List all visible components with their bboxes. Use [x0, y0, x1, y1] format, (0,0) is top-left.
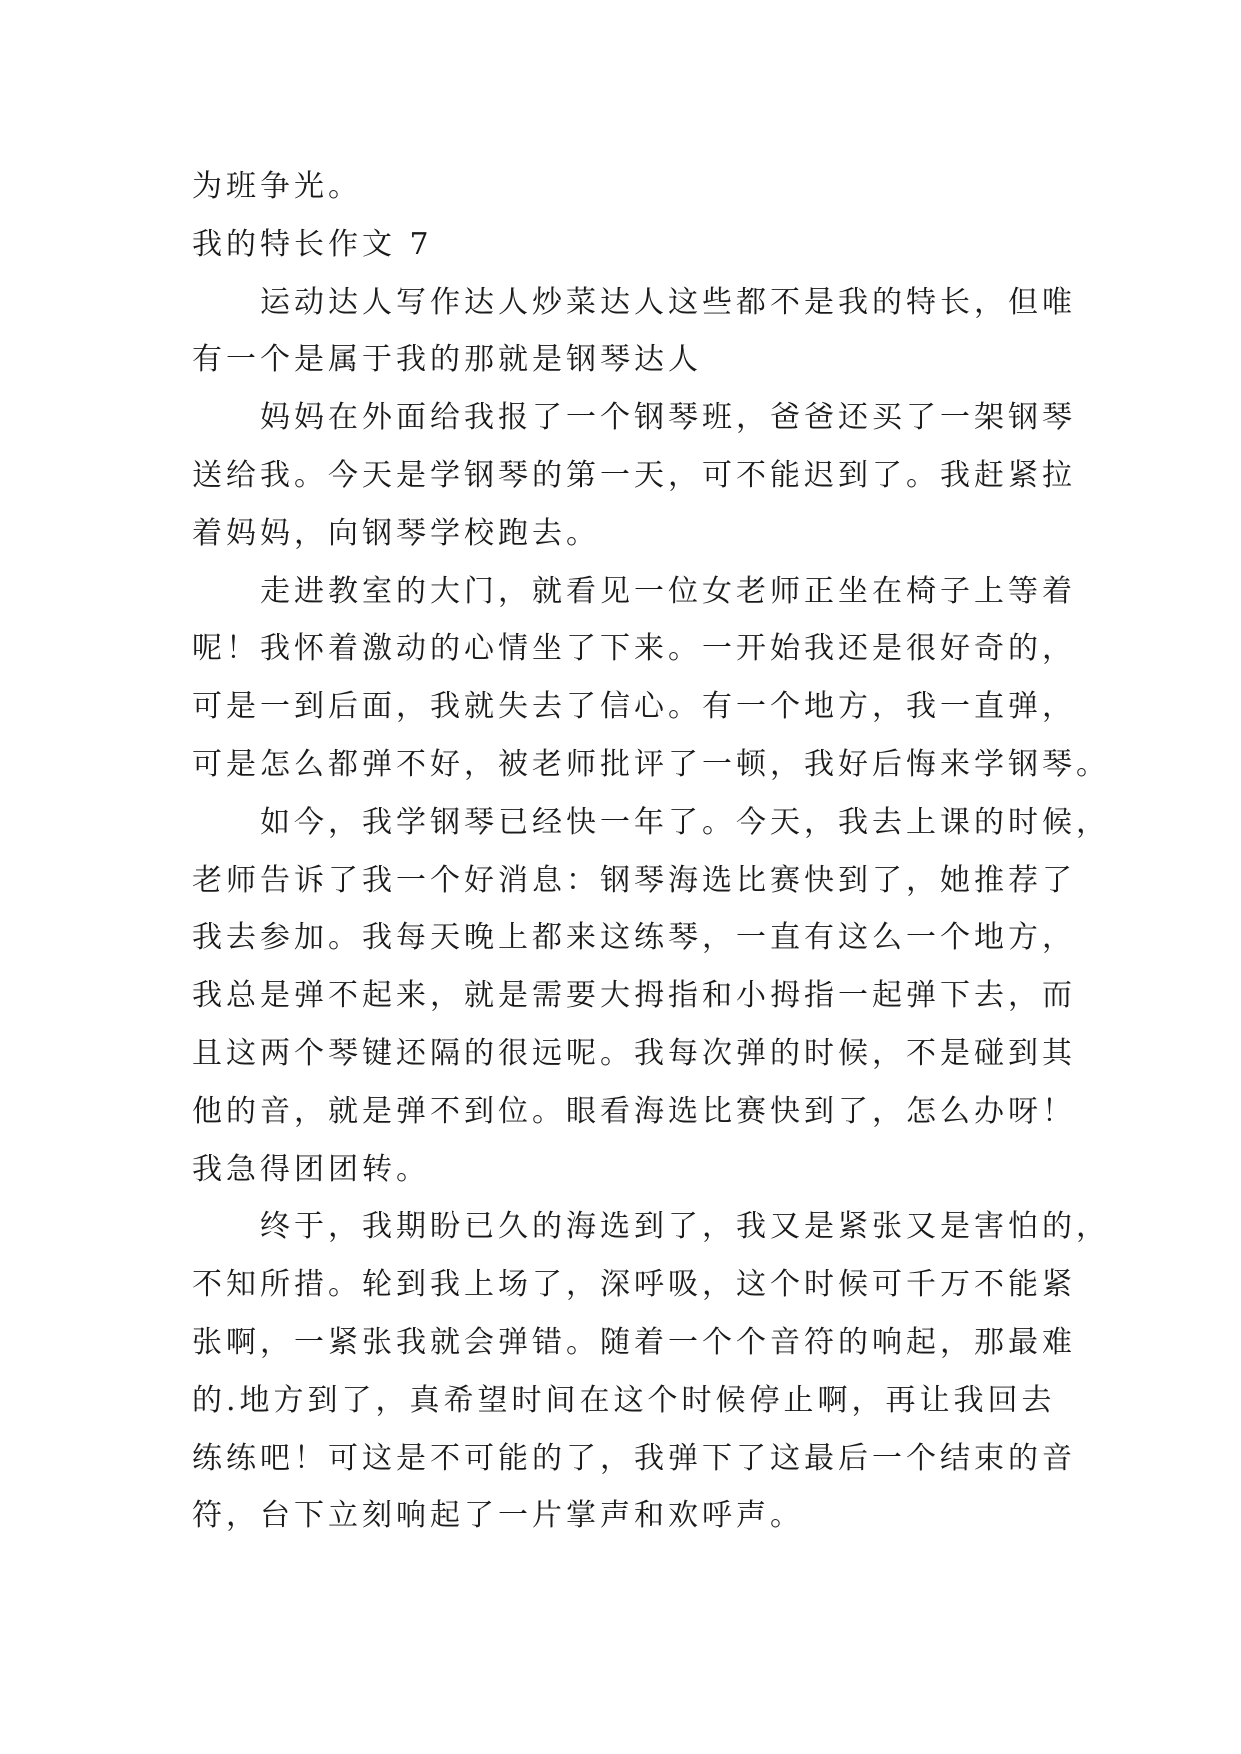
text-line: 可是怎么都弹不好，被老师批评了一顿，我好后悔来学钢琴。 [192, 746, 1110, 782]
text-line: 不知所措。轮到我上场了，深呼吸，这个时候可千万不能紧 [192, 1267, 1076, 1303]
text-line: 有一个是属于我的那就是钢琴达人 [192, 342, 702, 378]
paragraph-start: 如今，我学钢琴已经快一年了。今天，我去上课的时候， [260, 804, 1110, 840]
essay-body [192, 158, 1110, 1545]
text-line: 练练吧！可这是不可能的了，我弹下了这最后一个结束的音 [192, 1440, 1076, 1476]
text-line: 着妈妈，向钢琴学校跑去。 [192, 515, 600, 551]
text-line: 为班争光。 [192, 169, 362, 204]
text-line: 我去参加。我每天晚上都来这练琴，一直有这么一个地方， [192, 920, 1076, 956]
text-line: 可是一到后面，我就失去了信心。有一个地方，我一直弹， [192, 689, 1076, 725]
text-line: 呢！我怀着激动的心情坐了下来。一开始我还是很好奇的， [192, 631, 1076, 667]
paragraph-start: 终于，我期盼已久的海选到了，我又是紧张又是害怕的， [260, 1209, 1110, 1245]
text-line: 且这两个琴键还隔的很远呢。我每次弹的时候，不是碰到其 [192, 1035, 1076, 1071]
text-line: 张啊，一紧张我就会弹错。随着一个个音符的响起，那最难 [192, 1324, 1076, 1360]
text-line: 他的音，就是弹不到位。眼看海选比赛快到了，怎么办呀！ [192, 1093, 1076, 1129]
paragraph-start: 妈妈在外面给我报了一个钢琴班，爸爸还买了一架钢琴 [260, 400, 1076, 436]
text-line: 老师告诉了我一个好消息：钢琴海选比赛快到了，她推荐了 [192, 862, 1076, 898]
text-line: 的.地方到了，真希望时间在这个时候停止啊，再让我回去 [192, 1382, 1056, 1418]
essay-title: 我的特长作文 7 [192, 226, 433, 262]
paragraph-start: 运动达人写作达人炒菜达人这些都不是我的特长，但唯 [260, 284, 1076, 320]
text-line: 符，台下立刻响起了一片掌声和欢呼声。 [192, 1498, 804, 1534]
paragraph-start: 走进教室的大门，就看见一位女老师正坐在椅子上等着 [260, 573, 1076, 609]
text-line: 我总是弹不起来，就是需要大拇指和小拇指一起弹下去，而 [192, 978, 1076, 1014]
text-line: 送给我。今天是学钢琴的第一天，可不能迟到了。我赶紧拉 [192, 457, 1076, 493]
text-line: 我急得团团转。 [192, 1151, 430, 1187]
